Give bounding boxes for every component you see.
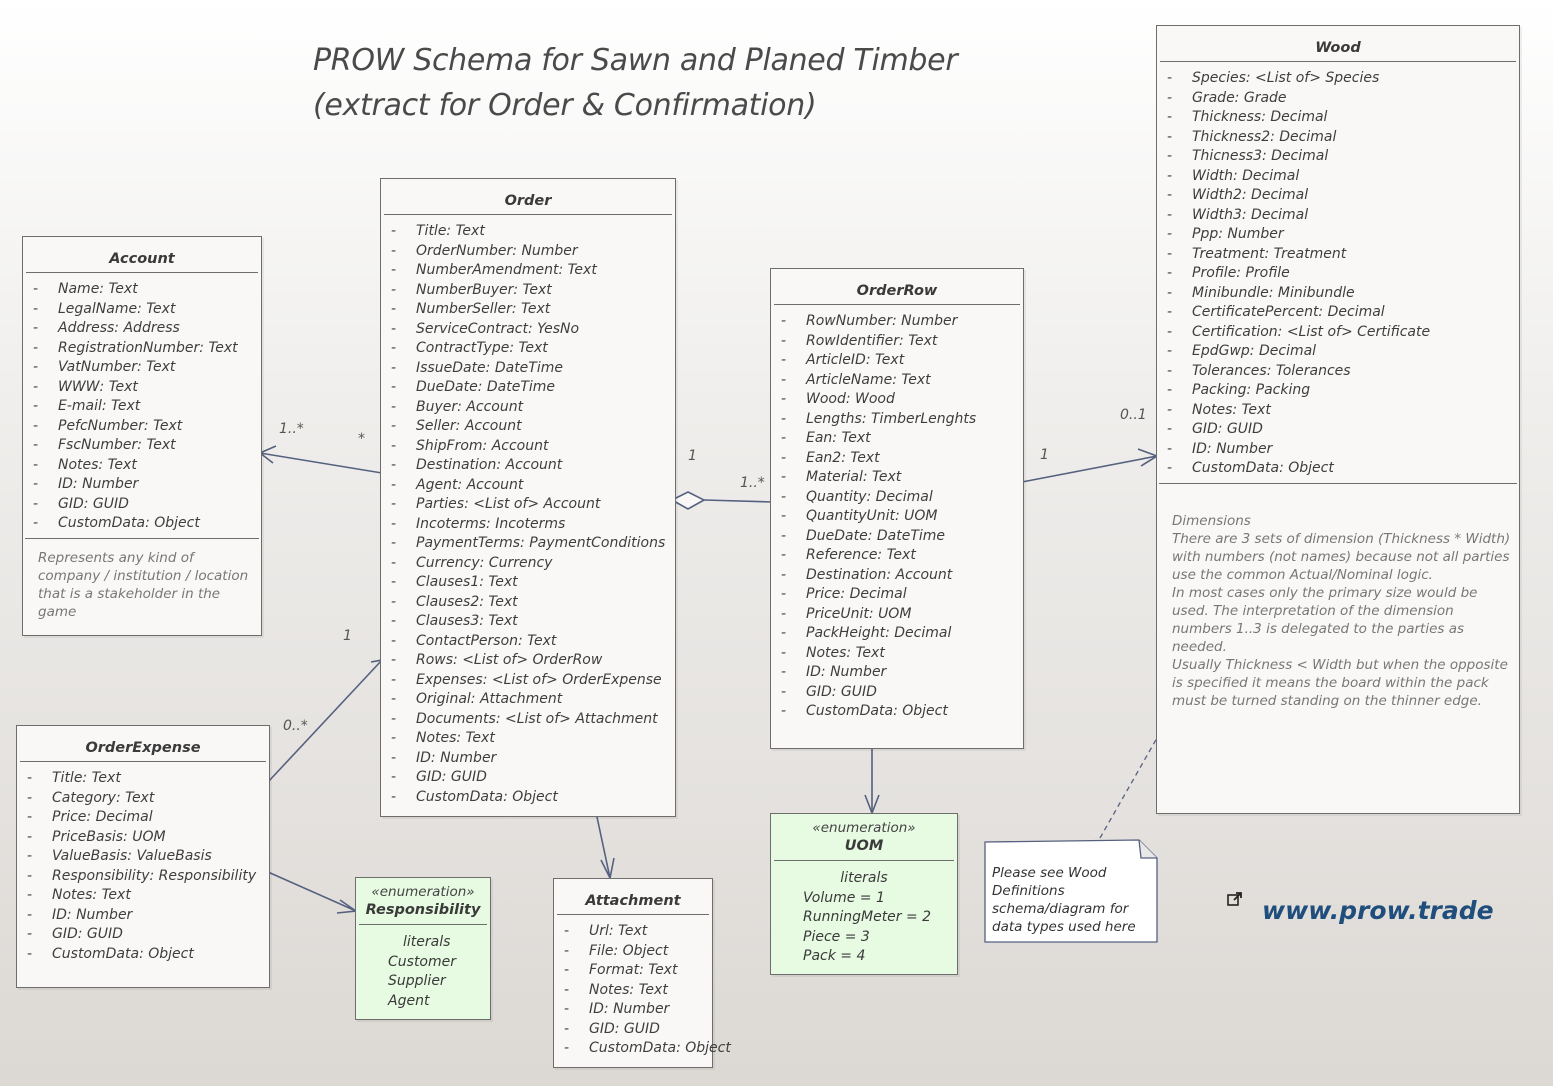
- attribute-item: - Lengths: TimberLenghts: [773, 410, 1021, 430]
- attribute-item: - PriceBasis: UOM: [19, 828, 267, 848]
- enum-name: Responsibility: [359, 900, 487, 925]
- attribute-item: - Seller: Account: [383, 417, 673, 437]
- attribute-list: [19, 762, 267, 968]
- attribute-item: - ServiceContract: YesNo: [383, 320, 673, 340]
- mult-row-wood-row: 1: [1040, 447, 1049, 463]
- literal-item: Piece = 3: [803, 928, 870, 945]
- mult-row-wood-wood: 0..1: [1120, 407, 1147, 423]
- attribute-item: - RowNumber: Number: [773, 312, 1021, 332]
- attribute-item: - VatNumber: Text: [25, 358, 259, 378]
- attribute-item: - PriceUnit: UOM: [773, 605, 1021, 625]
- attribute-item: - CustomData: Object: [19, 945, 267, 965]
- mult-account-target: 1..*: [279, 421, 304, 437]
- attribute-item: - Name: Text: [25, 280, 259, 300]
- mult-orderrow-side: 1..*: [740, 475, 765, 491]
- literal-list: [356, 953, 490, 1012]
- note-line: Dimensions: [1172, 512, 1251, 529]
- attribute-item: - ID: Number: [556, 1000, 710, 1020]
- literal-item: Customer: [388, 953, 457, 970]
- attribute-item: - Ppp: Number: [1159, 225, 1517, 245]
- attribute-item: - Agent: Account: [383, 476, 673, 496]
- attribute-item: - E-mail: Text: [25, 397, 259, 417]
- literals-header: literals: [403, 934, 451, 950]
- connector-order-account: [260, 453, 382, 473]
- external-link-icon[interactable]: [1226, 890, 1244, 908]
- attribute-item: - Expenses: <List of> OrderExpense: [383, 671, 673, 691]
- attribute-item: - Buyer: Account: [383, 398, 673, 418]
- mult-order-side: 1: [688, 448, 697, 464]
- attribute-item: - Wood: Wood: [773, 390, 1021, 410]
- attribute-item: - CustomData: Object: [773, 702, 1021, 722]
- class-order[interactable]: [380, 178, 676, 817]
- attribute-item: - ID: Number: [383, 749, 673, 769]
- class-attachment[interactable]: [553, 878, 731, 1068]
- attribute-item: - Grade: Grade: [1159, 89, 1517, 109]
- literal-item: Volume = 1: [803, 889, 885, 906]
- attribute-list: [1159, 62, 1517, 484]
- attribute-item: - Clauses3: Text: [383, 612, 673, 632]
- class-orderexpense[interactable]: [16, 725, 270, 988]
- attribute-item: - DueDate: DateTime: [773, 527, 1021, 547]
- attribute-item: - Notes: Text: [1159, 401, 1517, 421]
- attribute-item: - CustomData: Object: [1159, 459, 1517, 479]
- attribute-item: - Title: Text: [383, 222, 673, 242]
- attribute-item: - ContactPerson: Text: [383, 632, 673, 652]
- attribute-item: - Destination: Account: [383, 456, 673, 476]
- attribute-item: - FscNumber: Text: [25, 436, 259, 456]
- attribute-item: - GID: GUID: [383, 768, 673, 788]
- class-name: Wood: [1160, 26, 1516, 62]
- attribute-list: [25, 273, 259, 539]
- attribute-item: - ID: Number: [1159, 440, 1517, 460]
- mult-account-source: *: [358, 431, 365, 447]
- attribute-item: - RowIdentifier: Text: [773, 332, 1021, 352]
- connector-expense-responsibility: [268, 872, 356, 911]
- attribute-item: - Tolerances: Tolerances: [1159, 362, 1517, 382]
- attribute-item: - OrderNumber: Number: [383, 242, 673, 262]
- attribute-item: - Price: Decimal: [19, 808, 267, 828]
- mult-expense-order-order: 1: [343, 628, 352, 644]
- attribute-item: - CustomData: Object: [556, 1039, 710, 1059]
- note-line: In most cases only the primary size would be used. The interpretation of the dimension numbers 1..3 is delegated to the parties as needed.: [1172, 584, 1478, 655]
- enum-stereotype: «enumeration»: [371, 884, 475, 900]
- connector-order-attachment: [597, 817, 610, 878]
- attribute-item: - Format: Text: [556, 961, 710, 981]
- attribute-item: - Clauses2: Text: [383, 593, 673, 613]
- literal-item: RunningMeter = 2: [803, 909, 932, 925]
- literal-item: Agent: [388, 992, 430, 1009]
- attribute-item: - Responsibility: Responsibility: [19, 867, 267, 887]
- attribute-item: - GID: GUID: [773, 683, 1021, 703]
- attribute-item: - ID: Number: [773, 663, 1021, 683]
- attribute-item: - Thickness: Decimal: [1159, 108, 1517, 128]
- attribute-item: - Ean2: Text: [773, 449, 1021, 469]
- literal-item: Pack = 4: [803, 948, 866, 964]
- class-name: OrderRow: [774, 269, 1020, 305]
- attribute-list: [773, 305, 1021, 726]
- note-text: Please see Wood Definitions schema/diagram for data types used here: [992, 865, 1136, 935]
- enum-stereotype: «enumeration»: [812, 820, 916, 836]
- attribute-item: - Parties: <List of> Account: [383, 495, 673, 515]
- attribute-item: - QuantityUnit: UOM: [773, 507, 1021, 527]
- website-link[interactable]: www.prow.trade: [1262, 896, 1494, 925]
- attribute-item: - CustomData: Object: [25, 514, 259, 534]
- enum-responsibility[interactable]: [355, 877, 491, 1020]
- enum-name: UOM: [774, 836, 954, 861]
- attribute-item: - Notes: Text: [383, 729, 673, 749]
- attribute-item: - Category: Text: [19, 789, 267, 809]
- note-line: Usually Thickness < Width but when the opposite is specified it means the board within the pack must be turned standing on the thinner edge.: [1172, 656, 1508, 709]
- class-orderrow[interactable]: [770, 268, 1024, 749]
- attribute-list: [556, 915, 731, 1063]
- attribute-item: - Width: Decimal: [1159, 167, 1517, 187]
- attribute-item: - Quantity: Decimal: [773, 488, 1021, 508]
- attribute-item: - Rows: <List of> OrderRow: [383, 651, 673, 671]
- attribute-item: - Profile: Profile: [1159, 264, 1517, 284]
- attribute-item: - GID: GUID: [19, 925, 267, 945]
- attribute-item: - Notes: Text: [19, 886, 267, 906]
- class-name: Account: [26, 237, 258, 273]
- attribute-item: - Incoterms: Incoterms: [383, 515, 673, 535]
- aggregation-diamond: [672, 492, 704, 509]
- attribute-item: - IssueDate: DateTime: [383, 359, 673, 379]
- attribute-item: - Notes: Text: [773, 644, 1021, 664]
- attribute-item: - Documents: <List of> Attachment: [383, 710, 673, 730]
- attribute-item: - Original: Attachment: [383, 690, 673, 710]
- note-wood-definitions: [984, 840, 1158, 942]
- note-anchor-line: [1100, 738, 1157, 838]
- attribute-item: - NumberAmendment: Text: [383, 261, 673, 281]
- attribute-item: - Packing: Packing: [1159, 381, 1517, 401]
- attribute-item: - DueDate: DateTime: [383, 378, 673, 398]
- attribute-item: - Ean: Text: [773, 429, 1021, 449]
- attribute-item: - Title: Text: [19, 769, 267, 789]
- title-line-1: PROW Schema for Sawn and Planed Timber: [313, 43, 958, 78]
- literal-list: [771, 889, 957, 967]
- attribute-item: - Address: Address: [25, 319, 259, 339]
- attribute-item: - CertificatePercent: Decimal: [1159, 303, 1517, 323]
- attribute-item: - ID: Number: [19, 906, 267, 926]
- note-line: There are 3 sets of dimension (Thickness * Width) with numbers (not names) because not all parties use the common Actual/Nominal logic.: [1172, 530, 1511, 583]
- attribute-item: - Url: Text: [556, 922, 710, 942]
- attribute-item: - Currency: Currency: [383, 554, 673, 574]
- attribute-item: - NumberBuyer: Text: [383, 281, 673, 301]
- attribute-item: - EpdGwp: Decimal: [1159, 342, 1517, 362]
- attribute-item: - LegalName: Text: [25, 300, 259, 320]
- attribute-item: - Width2: Decimal: [1159, 186, 1517, 206]
- attribute-item: - PaymentTerms: PaymentConditions: [383, 534, 673, 554]
- attribute-item: - CustomData: Object: [383, 788, 673, 808]
- attribute-item: - ShipFrom: Account: [383, 437, 673, 457]
- literal-item: Supplier: [388, 973, 446, 989]
- attribute-list: [383, 215, 673, 811]
- attribute-item: - Minibundle: Minibundle: [1159, 284, 1517, 304]
- attribute-item: - RegistrationNumber: Text: [25, 339, 259, 359]
- attribute-item: - Notes: Text: [25, 456, 259, 476]
- class-note: [1157, 484, 1519, 710]
- attribute-item: - Width3: Decimal: [1159, 206, 1517, 226]
- attribute-item: - Thicness3: Decimal: [1159, 147, 1517, 167]
- attribute-item: - ArticleID: Text: [773, 351, 1021, 371]
- mult-expense-order-expense: 0..*: [283, 718, 308, 734]
- attribute-item: - PackHeight: Decimal: [773, 624, 1021, 644]
- enum-uom[interactable]: [770, 813, 958, 975]
- connector-order-orderrow: [704, 500, 772, 502]
- attribute-item: - Material: Text: [773, 468, 1021, 488]
- attribute-item: - Price: Decimal: [773, 585, 1021, 605]
- attribute-item: - Species: <List of> Species: [1159, 69, 1517, 89]
- attribute-item: - Clauses1: Text: [383, 573, 673, 593]
- attribute-item: - Reference: Text: [773, 546, 1021, 566]
- attribute-item: - Treatment: Treatment: [1159, 245, 1517, 265]
- class-wood[interactable]: [1156, 25, 1520, 814]
- attribute-item: - WWW: Text: [25, 378, 259, 398]
- class-name: OrderExpense: [20, 726, 266, 762]
- attribute-item: - ArticleName: Text: [773, 371, 1021, 391]
- attribute-item: - File: Object: [556, 942, 710, 962]
- attribute-item: - PefcNumber: Text: [25, 417, 259, 437]
- literals-header: literals: [840, 870, 888, 886]
- class-account[interactable]: [22, 236, 262, 636]
- attribute-item: - GID: GUID: [1159, 420, 1517, 440]
- attribute-item: - GID: GUID: [25, 495, 259, 515]
- class-name: Order: [384, 179, 672, 215]
- attribute-item: - ID: Number: [25, 475, 259, 495]
- class-note: Represents any kind of company / institution / location that is a stakeholder in the game: [38, 549, 249, 620]
- attribute-item: - NumberSeller: Text: [383, 300, 673, 320]
- attribute-item: - Notes: Text: [556, 981, 710, 1001]
- attribute-item: - ContractType: Text: [383, 339, 673, 359]
- attribute-item: - GID: GUID: [556, 1020, 710, 1040]
- attribute-item: - Thickness2: Decimal: [1159, 128, 1517, 148]
- attribute-item: - Destination: Account: [773, 566, 1021, 586]
- attribute-item: - Certification: <List of> Certificate: [1159, 323, 1517, 343]
- title-line-2: (extract for Order & Confirmation): [313, 88, 817, 123]
- class-name: Attachment: [557, 879, 709, 915]
- attribute-item: - ValueBasis: ValueBasis: [19, 847, 267, 867]
